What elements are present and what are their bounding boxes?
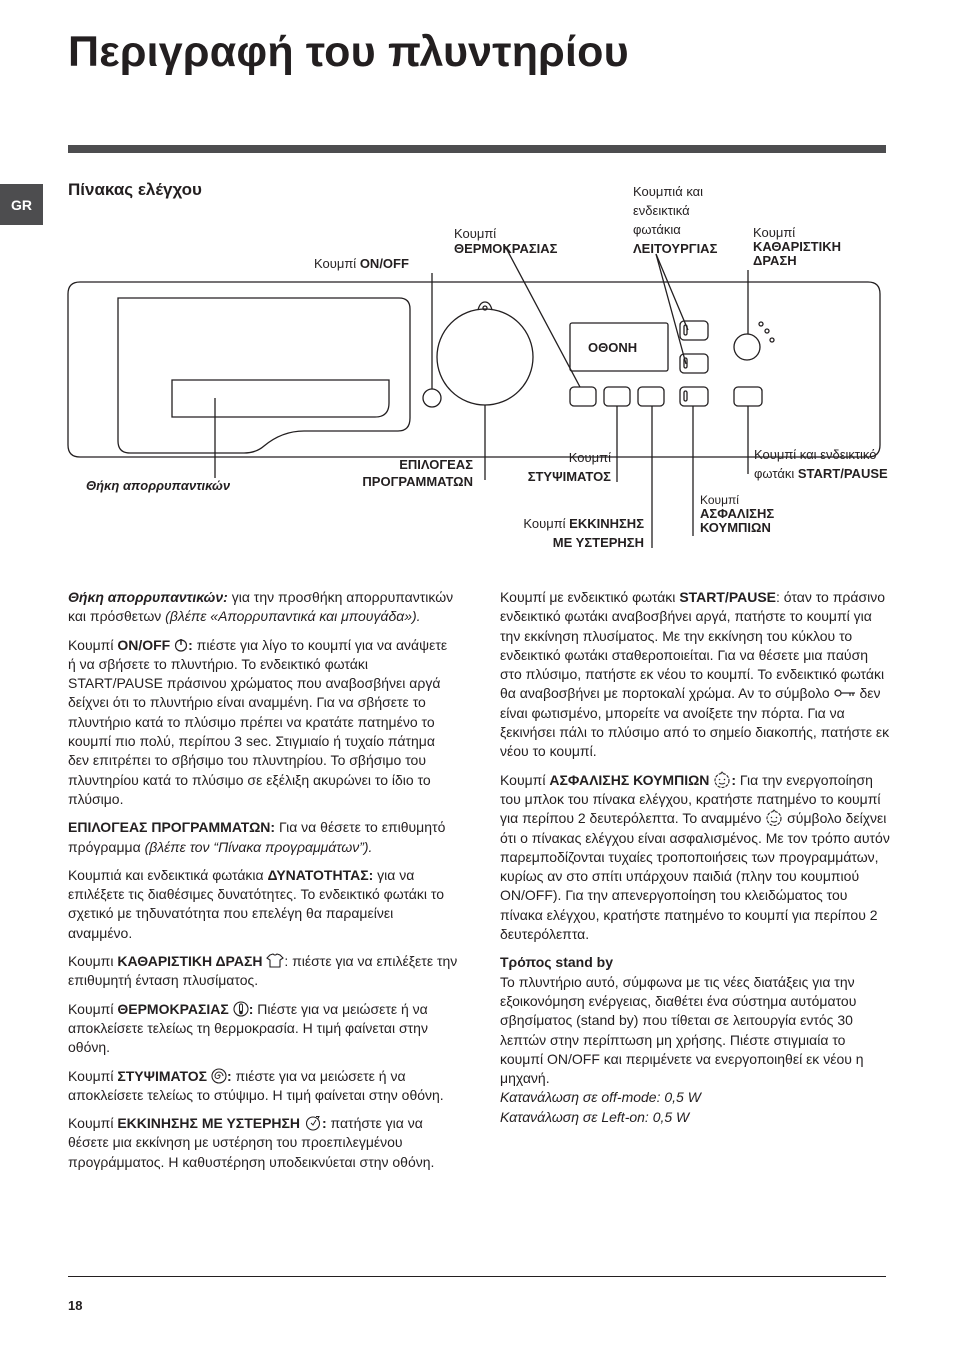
spin-paragraph: Κουμπί ΣΤΥΨΙΜΑΤΟΣ : πιέστε για να μειώσετε ή να αποκλείσετε τελείως το στύψιμο. Η τιμή φαίνεται στην οθόνη.	[68, 1067, 444, 1103]
panel-outline	[68, 282, 880, 457]
power-icon	[174, 638, 188, 652]
drawer-handle	[172, 380, 389, 417]
spin-button	[604, 387, 630, 406]
child-lock-icon	[713, 771, 731, 788]
footer-divider	[68, 1276, 886, 1277]
door-lock-icon	[834, 688, 856, 698]
onoff-label: Κουμπί ON/OFF	[314, 256, 409, 271]
page-number: 18	[68, 1298, 83, 1313]
detergent-drawer	[118, 298, 410, 453]
standby-heading: Τρόπος stand by	[500, 954, 613, 971]
start-pause-label: Κουμπί και ενδεικτικό φωτάκι START/PAUSE	[754, 447, 888, 481]
shirt-icon	[266, 953, 284, 968]
page-title: Περιγραφή του πλυντηρίου	[68, 28, 629, 76]
right-column	[500, 588, 892, 1127]
key-lock-paragraph: Κουμπί ΑΣΦΑΛΙΣΗΣ ΚΟΥΜΠΙΩΝ : Για την ενεργοποίηση του μπλοκ του πίνακα ελέγχου, κρατήστε πατημένο το κουμπί για περίπου 2 δευτερόλεπτα. Το αναμμένο σύμβολο δείχνει ότι ο πίνακας ελέγχου είναι ασφαλισμένος. Με τον τρόπο αυτόν παρεμποδίζονται τυχαίες τροποποιήσεις των προγραμμάτων, κυρίως αν στο σπίτι υπάρχουν παιδιά (πλην του κουμπιού ON/OFF). Για την απενεργοποίηση του κλειδώματος του πίνακα ελέγχου, κρατήστε πατημένο το κουμπί για περίπου 2 δευτερόλεπτα.	[500, 771, 890, 943]
delay-button	[638, 387, 664, 406]
delay-paragraph: Κουμπί ΕΚΚΙΝΗΣΗΣ ΜΕ ΥΣΤΕΡΗΣΗ : πατήστε για να θέσετε μια εκκίνηση με υστέρηση του προεπιλεγμένου προγράμματος. Η καθυστέρηση υποδεικνύεται στην οθόνη.	[68, 1115, 435, 1170]
standby-section: Τρόπος stand by Το πλυντήριο αυτό, σύμφωνα με τις νέες διατάξεις για την εξοικονόμηση ενέργειας, διαθέτει ένα σύστημα αυτόματου σβησίματος (stand by) που τίθεται σε λειτουργία εντός 30 λεπτών στην περίπτωση μη χρήσης. Πιέστε στιγμιαία το κουμπί ON/OFF και περιμένετε να ενεργοποιηθεί εκ νέου η μηχανή. Κατανάλωση σε off-mode: 0,5 W Κατανάλωση σε Left-on: 0,5 W	[500, 954, 864, 1125]
options-paragraph: Κουμπιά και ενδεικτικά φωτάκια ΔΥΝΑΤΟΤΗΤΑΣ: για να επιλέξετε τις διαθέσιμες δυνατότητες. Το ενδεικτικό φωτάκι το σχετικό με τηδυνατότητα που επελέγη θα παραμείνει αναμμένο.	[68, 866, 445, 941]
detergent-paragraph: Θήκη απορρυπαντικών: για την προσθήκη απορρυπαντικών και πρόσθετων (βλέπε «Απορρυπαντικά και μπουγάδα»).	[68, 589, 454, 625]
key-lock-label: Κουμπί ΑΣΦΑΛΙΣΗΣ ΚΟΥΜΠΙΩΝ	[700, 493, 775, 535]
section-title: Πίνακας ελέγχου	[68, 180, 202, 199]
display-label: ΟΘΟΝΗ	[588, 340, 638, 355]
delay-clock-icon	[304, 1115, 322, 1131]
start-pause-button	[734, 387, 762, 406]
thermometer-icon	[233, 1001, 249, 1017]
temperature-paragraph: Κουμπί ΘΕΡΜΟΚΡΑΣΙΑΣ : Πιέστε για να μειώσετε ή να αποκλείσετε τελείως τη θερμοκρασία. Η τιμή φαίνεται στην οθόνη.	[68, 1000, 428, 1056]
cleaning-paragraph: Κουμπι ΚΑΘΑΡΙΣΤΙΚΗ ΔΡΑΣΗ : πιέστε για να επιλέξετε την επιθυμητή ένταση πλυσίματος.	[68, 953, 458, 989]
detergent-drawer-label: Θήκη απορρυπαντικών	[86, 478, 231, 493]
child-lock-icon	[765, 809, 783, 826]
spin-label: Κουμπί ΣΤΥΨΙΜΑΤΟΣ	[527, 450, 611, 484]
onoff-paragraph: Κουμπί ON/OFF : πιέστε για λίγο το κουμπί για να ανάψετε ή να σβήσετε το πλυντήριο. Το ενδεικτικό φωτάκι START/PAUSE πράσινου χρώματος που αναβοσβήνει αργά δείχνει ότι το πλυντήριο είναι αναμμένη. Για να σβήσετε το πλυντήριο κατά το πλύσιμο πρέπει να κρατάτε πατημένο το κουμπί πιο πολύ, περίπου 3 sec. Στιγμιαίο ή τυχαίο πάτημα δεν επιτρέπει το σβήσιμο του πλυντηρίου. Το σβήσιμο του πλυντηρίου κατά το πλύσιμο σε εξέλιξη ακυρώνει το ίδιο το πλύσιμο.	[68, 636, 448, 807]
temperature-button	[570, 387, 596, 406]
delay-start-label: Κουμπί ΕΚΚΙΝΗΣΗΣ ΜΕ ΥΣΤΕΡΗΣΗ	[523, 516, 644, 550]
function-label: Κουμπιά και ενδεικτικά φωτάκια ΛΕΙΤΟΥΡΓΙΑΣ	[633, 184, 718, 256]
start-pause-paragraph: Κουμπί με ενδεικτικό φωτάκι START/PAUSE: όταν το πράσινο ενδεικτικό φωτάκι αναβοσβήνει αργά, πατήστε το κουμπί για την εκκίνηση πλυσίματος. Με την εκκίνηση του κύκλου το ενδεικτικό φωτάκι σταθεροποιείται. Για να θέσετε μια παύση στο πλύσιμο, πατήστε εκ νέου το κουμπί. Το ενδεικτικό φωτάκι θα αναβοσβήνει με πορτοκαλί χρώμα. Αν το σύμβολο δεν είναι φωτισμένο, μπορείτε να ανοίξετε την πόρτα. Για να ξεκινήσει πάλι το πλύσιμο από το σημείο διακοπής, πατήστε εκ νέου το κουμπί.	[500, 589, 890, 760]
left-column	[68, 588, 458, 1181]
program-selector-knob	[437, 309, 533, 405]
language-tab: GR	[0, 184, 43, 225]
cleaning-action-label: Κουμπί ΚΑΘΑΡΙΣΤΙΚΗ ΔΡΑΣΗ	[753, 225, 841, 268]
program-selector-label: ΕΠΙΛΟΓΕΑΣ ΠΡΟΓΡΑΜΜΑΤΩΝ	[362, 457, 473, 489]
selector-paragraph: ΕΠΙΛΟΓΕΑΣ ΠΡΟΓΡΑΜΜΑΤΩΝ: Για να θέσετε το επιθυμητό πρόγραμμα (βλέπε τον “Πίνακα προγραμμάτων”).	[68, 819, 446, 855]
onoff-button	[423, 389, 441, 407]
spin-icon	[211, 1068, 227, 1084]
temperature-label: Κουμπί ΘΕΡΜΟΚΡΑΣΙΑΣ	[454, 226, 558, 256]
cleaning-action-button	[734, 334, 760, 360]
